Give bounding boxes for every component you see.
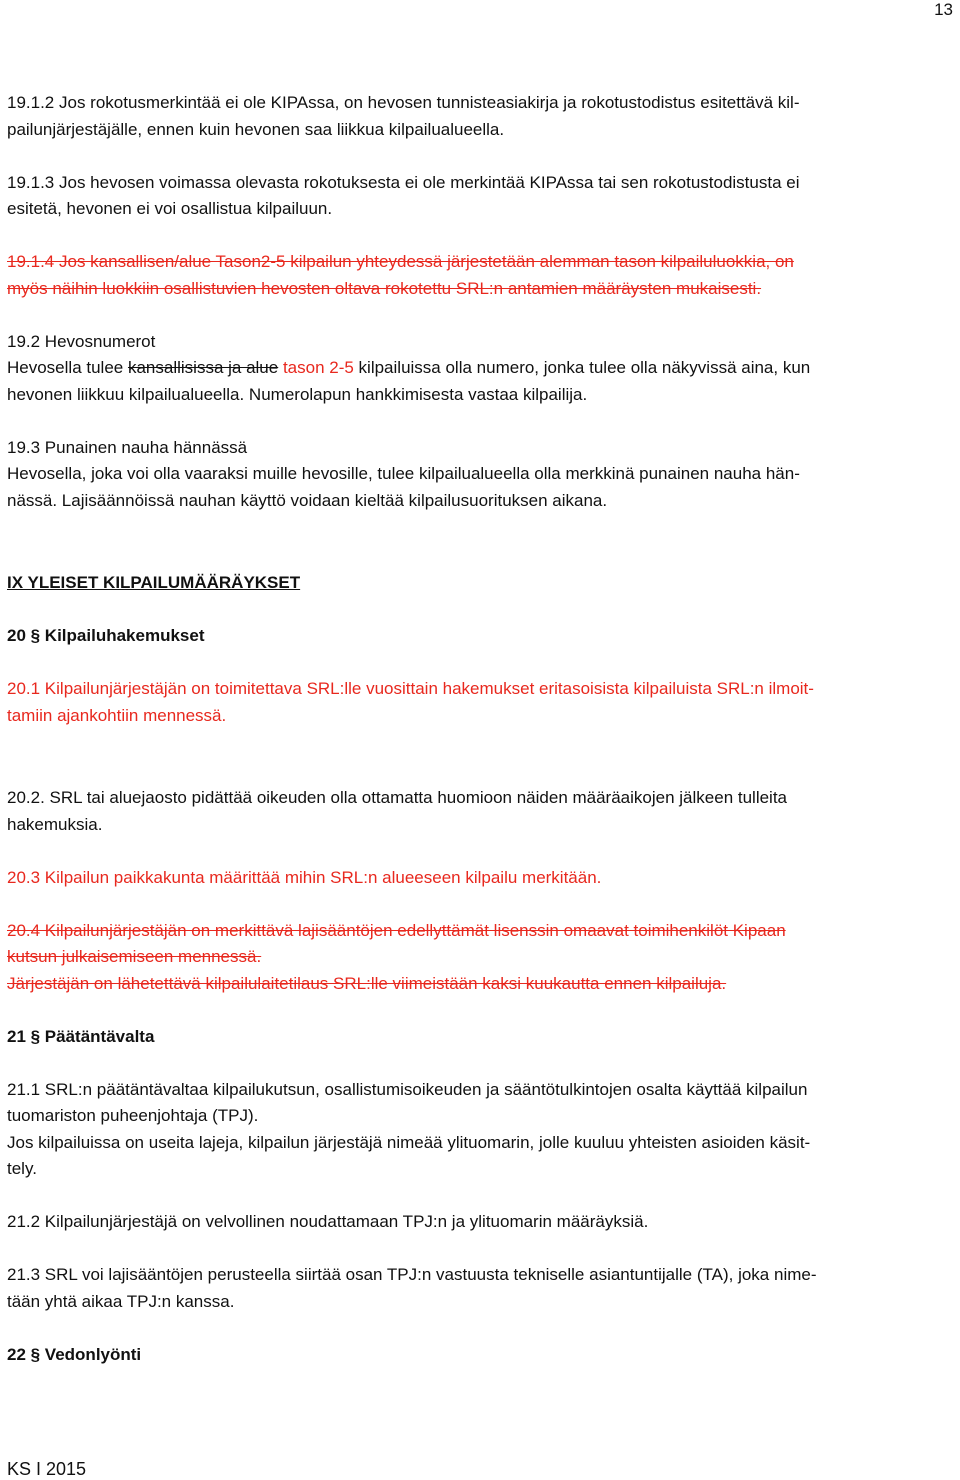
- body-text: 21.3 SRL voi lajisääntöjen perusteella siirtää osan TPJ:n vastuusta tekniselle asiantuntijalle (TA), joka nime-: [7, 1265, 817, 1284]
- body-text: tään yhtä aikaa TPJ:n kanssa.: [7, 1291, 235, 1311]
- paragraph-20-1: [7, 676, 954, 729]
- section-19-3-body: [7, 461, 954, 514]
- body-text: Hevosella tulee: [7, 358, 128, 377]
- paragraph-text-line: pailunjärjestäjälle, ennen kuin hevonen saa liikkua kilpailualueella.: [7, 119, 505, 139]
- paragraph-number: 19.1.3: [7, 172, 55, 192]
- inserted-text-line: 20.1 Kilpailunjärjestäjän on toimitettava SRL:lle vuosittain hakemukset eritasoisista kilpailuista SRL:n ilmoit-: [7, 679, 814, 698]
- paragraph-21-2: 21.2 Kilpailunjärjestäjä on velvollinen noudattamaan TPJ:n ja ylituomarin määräyksiä.: [7, 1212, 649, 1231]
- deleted-text-line: 20.4 Kilpailunjärjestäjän on merkittävä lajisääntöjen edellyttämät lisenssin omaavat toimihenkilöt Kipaan: [7, 920, 786, 940]
- section-22-title: 22 § Vedonlyönti: [7, 1344, 142, 1364]
- body-text: tely.: [7, 1159, 37, 1178]
- inserted-text: tason 2-5: [278, 358, 354, 377]
- paragraph-text-line: Jos rokotusmerkintää ei ole KIPAssa, on hevosen tunnisteasiakirja ja rokotustodistus esitettävä kil-: [54, 93, 800, 112]
- chapter-title: IX YLEISET KILPAILUMÄÄRÄYKSET: [7, 573, 301, 592]
- section-21-title: 21 § Päätäntävalta: [7, 1026, 155, 1046]
- paragraph-21-1: [7, 1077, 954, 1183]
- paragraph-21-3: [7, 1262, 954, 1315]
- body-text: tuomariston puheenjohtaja (TPJ).: [7, 1106, 259, 1125]
- body-text: nässä. Lajisäännöissä nauhan käyttö voidaan kieltää kilpailusuorituksen aikana.: [7, 490, 608, 510]
- section-19-3-title: 19.3 Punainen nauha hännässä: [7, 437, 248, 457]
- page-number: 13: [934, 0, 953, 19]
- body-text: kilpailuissa olla numero, jonka tulee olla näkyvissä aina, kun: [353, 358, 811, 377]
- paragraph-20-3: 20.3 Kilpailun paikkakunta määrittää mihin SRL:n alueeseen kilpailu merkitään.: [7, 867, 602, 887]
- inserted-text-line: tamiin ajankohtiin mennessä.: [7, 705, 227, 725]
- paragraph-19-1-3: [7, 170, 954, 223]
- body-text: 21.1 SRL:n päätäntävaltaa kilpailukutsun, osallistumisoikeuden ja sääntötulkintojen osalta käyttää kilpailun: [7, 1079, 808, 1099]
- deleted-text: kansallisissa ja alue: [127, 358, 279, 377]
- deleted-text-line: Järjestäjän on lähetettävä kilpailulaitetilaus SRL:lle viimeistään kaksi kuukautta ennen kilpailuja.: [7, 973, 727, 993]
- body-text: 20.2. SRL tai aluejaosto pidättää oikeuden olla ottamatta huomioon näiden määräaikojen jälkeen tulleita: [7, 788, 788, 807]
- deleted-text-line: 19.1.4 Jos kansallisen/alue Tason2-5 kilpailun yhteydessä järjestetään alemman tason kilpailuluokkia, on: [7, 252, 794, 271]
- paragraph-text-line: Jos hevosen voimassa olevasta rokotuksesta ei ole merkintää KIPAssa tai sen rokotustodistusta ei: [54, 172, 800, 192]
- deleted-text-line: myös näihin luokkiin osallistuvien hevosten oltava rokotettu SRL:n antamien määräysten mukaisesti.: [7, 278, 762, 298]
- section-19-2-title: 19.2 Hevosnumerot: [7, 331, 156, 351]
- body-text: Jos kilpailuissa on useita lajeja, kilpailun järjestäjä nimeää ylituomarin, jolle kuuluu yhteisten asioiden käsit-: [7, 1132, 811, 1152]
- paragraph-19-1-2: [7, 90, 954, 143]
- page-footer: KS I 2015: [7, 1459, 87, 1479]
- paragraph-19-1-4-deleted: [7, 249, 954, 302]
- section-19-2-body: [7, 355, 954, 408]
- document-body: [7, 90, 954, 1368]
- deleted-text-line: kutsun julkaisemiseen mennessä.: [7, 947, 262, 966]
- paragraph-20-2: [7, 785, 954, 838]
- section-20-title: 20 § Kilpailuhakemukset: [7, 626, 205, 645]
- paragraph-20-4-deleted: [7, 918, 954, 998]
- body-text: hevonen liikkuu kilpailualueella. Numerolapun hankkimisesta vastaa kilpailija.: [7, 384, 588, 404]
- body-text: Hevosella, joka voi olla vaaraksi muille hevosille, tulee kilpailualueella olla merkkinä punainen nauha hän-: [7, 464, 800, 483]
- paragraph-number: 19.1.2: [7, 93, 55, 112]
- body-text: hakemuksia.: [7, 814, 103, 834]
- paragraph-text-line: esitetä, hevonen ei voi osallistua kilpailuun.: [7, 199, 333, 218]
